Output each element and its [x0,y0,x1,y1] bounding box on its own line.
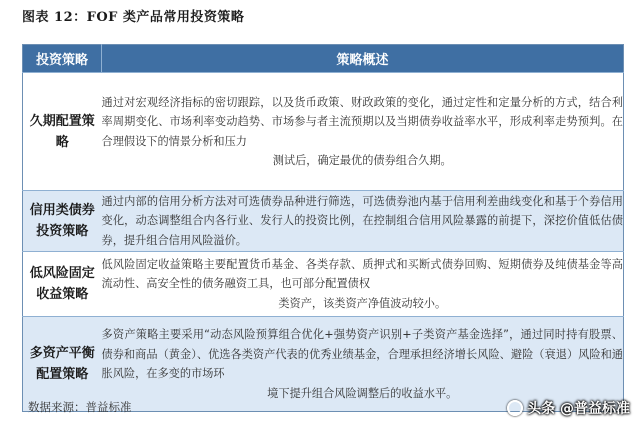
table-row [23,191,624,252]
strategy-name: 信用类债券投资策略 [29,203,95,239]
strategy-name-cell [23,317,102,412]
strategy-desc: 多资产策略主要采用“动态风险预算组合优化+强势资产识别+子类资产基金选择”，通过同时持有股票、债券和商品（黄金）、优选各类资产代表的优秀业绩基金，合理承担经济增长风险、避险（衰退）风险和通胀风险，在多变的市场环 [101,328,623,380]
strategy-name-cell [23,252,102,317]
header-overview: 策略概述 [102,45,624,73]
figure-title: 图表 12：FOF 类产品常用投资策略 [22,10,245,25]
table-header-row [23,45,624,73]
strategy-name: 低风险固定收益策略 [29,266,95,302]
data-source: 数据来源：普益标准 [28,400,132,414]
table-row [23,252,624,317]
table-row [23,73,624,191]
strategy-desc-last: 类资产，该类资产净值波动较小。 [278,296,447,310]
strategy-name: 久期配置策略 [29,113,95,150]
watermark [507,398,630,418]
strategy-desc: 低风险固定收益策略主要配置货币基金、各类存款、质押式和买断式债券回购、短期债券及纯债基金等高流动性、高安全性的债务融资工具，也可部分配置债权 [101,257,623,291]
strategy-name-cell [23,73,102,191]
watermark-logo-icon [507,400,523,416]
strategy-desc-last: 测试后，确定最优的债券组合久期。 [272,154,452,167]
strategy-table [22,44,624,412]
strategy-desc-cell [102,191,624,252]
strategy-desc-cell [102,252,624,317]
strategy-desc-cell [102,73,624,191]
strategy-desc: 通过内部的信用分析方法对可选债券品种进行筛选，可选债券池内基于信用利差曲线变化和基于个券信用变化，动态调整组合内各行业、发行人的投资比例，在控制组合信用风险暴露的前提下，深挖价值低估债券，提升组合信用风险溢价。 [101,194,623,247]
header-strategy: 投资策略 [23,45,102,73]
strategy-name: 多资产平衡配置策略 [29,346,95,382]
strategy-desc: 通过对宏观经济指标的密切跟踪，以及货币政策、财政政策的变化，通过定性和定量分析的方式，结合利率周期变化、市场利率变动趋势、市场参与者主流预期以及当期债券收益率水平，形成利率走势预判。在合理假设下的情景分析和压力 [101,95,623,148]
watermark-text: 头条 @普益标准 [527,401,630,417]
strategy-name-cell [23,191,102,252]
strategy-desc-last: 境下提升组合风险调整后的收益水平。 [267,386,458,400]
